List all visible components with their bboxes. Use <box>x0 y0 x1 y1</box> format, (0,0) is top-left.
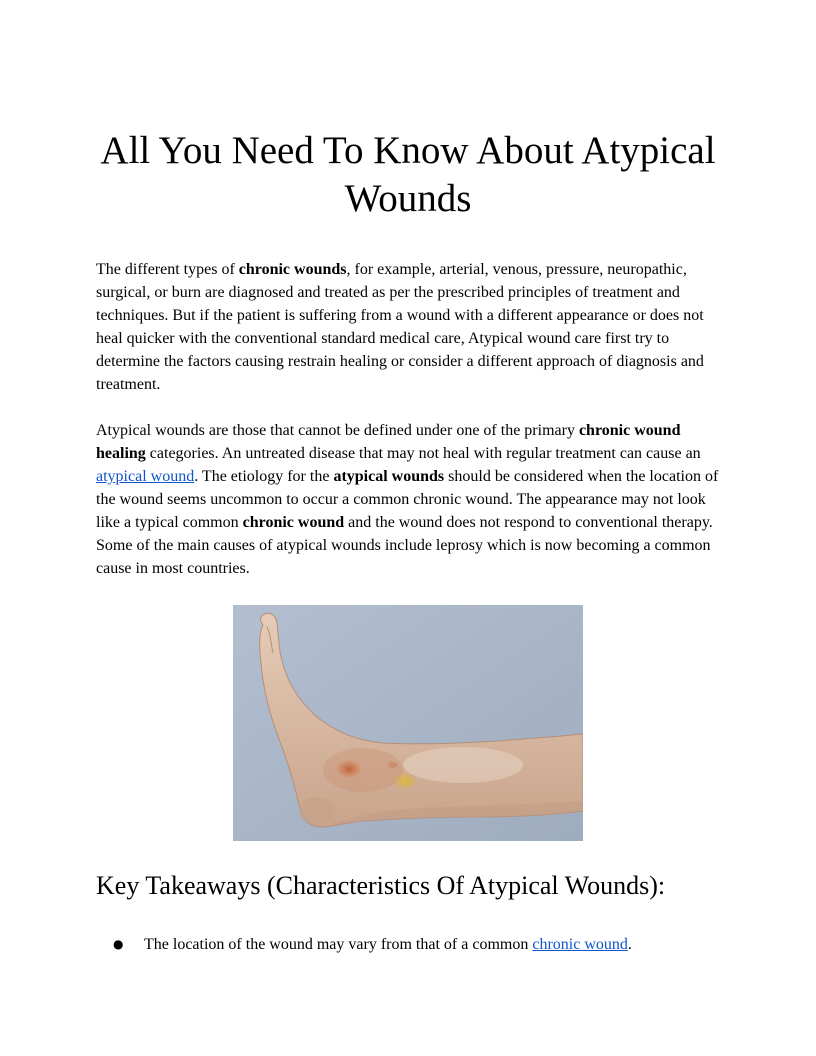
text-run: , for example, arterial, venous, pressure, neuropathic, surgical, or burn are diagnosed and treated as per the prescribed principles of treatment and techniques. But if the patient is suffering from a wound with a different appearance or does not heal quicker with the conventional standard medical care, Atypical wound care first try to determine the factors causing restrain healing or consider a different approach of diagnosis and treatment. <box>96 261 704 393</box>
atypical-wound-link[interactable]: atypical wound <box>96 468 195 485</box>
text-run: categories. An untreated disease that may not heal with regular treatment can cause an <box>145 445 701 462</box>
list-item <box>96 933 726 956</box>
key-takeaways-heading: Key Takeaways (Characteristics Of Atypical Wounds): <box>96 871 666 900</box>
bold-term-atypical-wounds: atypical wounds <box>333 468 445 485</box>
intro-paragraph <box>96 258 728 396</box>
wound-spot <box>388 762 398 768</box>
heel-shading <box>299 797 335 825</box>
bold-term-chronic-wound-healing: chronic wound healing <box>96 422 681 462</box>
chronic-wound-link[interactable]: chronic wound <box>532 936 628 953</box>
text-run: . <box>627 936 632 953</box>
takeaways-list <box>96 933 726 956</box>
bold-term-chronic-wounds: chronic wounds <box>238 261 347 278</box>
text-run: The different types of <box>96 261 239 278</box>
bold-term-chronic-wound: chronic wound <box>242 514 345 531</box>
leg-wound-photo <box>233 605 583 841</box>
bullet-icon: ● <box>113 937 124 951</box>
text-run: and the wound does not respond to conventional therapy. Some of the main causes of atypical wounds include leprosy which is now becoming a common cause in most countries. <box>96 514 713 577</box>
text-run: should be considered when the location of the wound seems uncommon to occur a common chronic wound. The appearance may not look like a typical common <box>96 468 719 531</box>
text-run: Atypical wounds are those that cannot be defined under one of the primary <box>96 422 579 439</box>
text-run: . The etiology for the <box>194 468 334 485</box>
page-title: All You Need To Know About Atypical Wounds <box>100 129 716 220</box>
skin-discoloration <box>403 747 523 783</box>
skin-discoloration <box>323 748 403 792</box>
text-run: The location of the wound may vary from that of a common <box>144 936 533 953</box>
wound-red <box>335 759 363 779</box>
wound-yellow <box>393 772 417 790</box>
definition-paragraph <box>96 419 728 580</box>
